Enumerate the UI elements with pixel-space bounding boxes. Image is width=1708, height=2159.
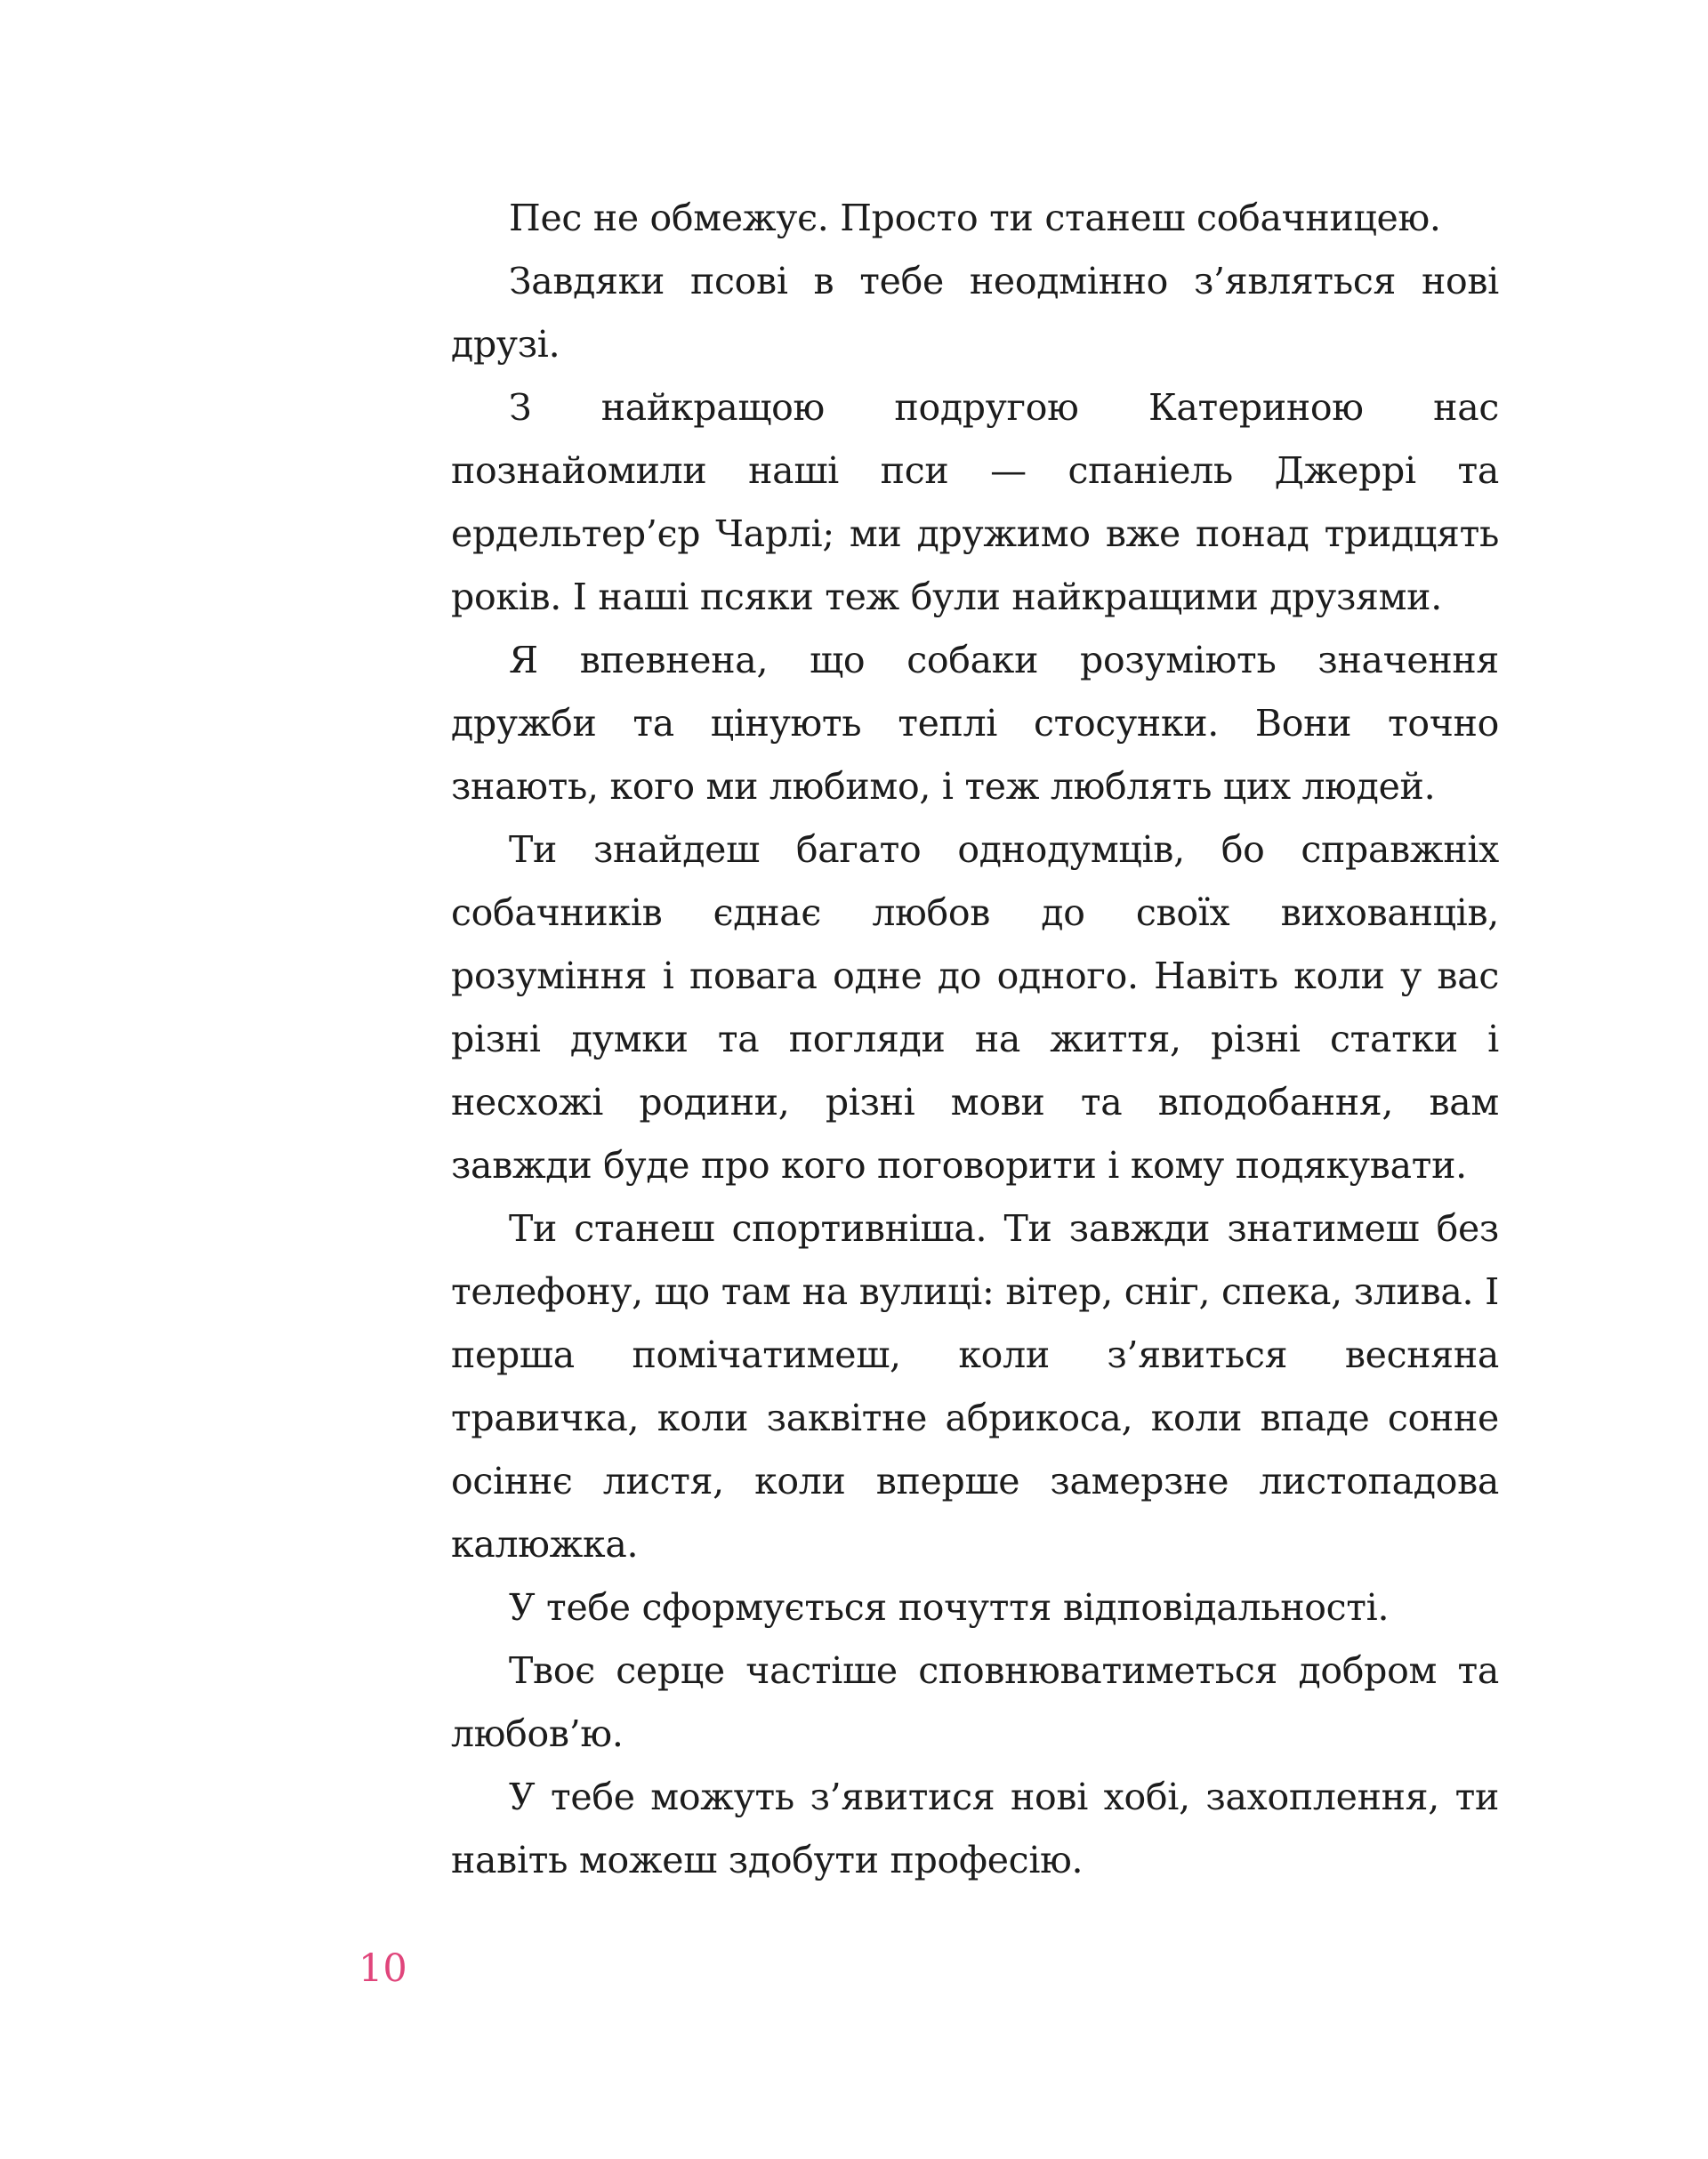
paragraph-2: Завдяки псові в тебе неодмінно з’являться нові друзі. (451, 260, 1499, 366)
paragraph-4: Я впевнена, що собаки розуміють значення дружби та цінують теплі стосунки. Вони точно знають, кого ми любимо, і теж люблять цих людей. (451, 639, 1499, 808)
body-text (451, 187, 1499, 1892)
paragraph-1: Пес не обмежує. Просто ти станеш собачницею. (509, 197, 1441, 239)
paragraph-3: З найкращою подругою Катериною нас познайомили наші пси — спаніель Джеррі та ердельтер’єр Чарлі; ми дружимо вже понад тридцять років. І наші псяки теж були найкращими друзями. (451, 386, 1499, 618)
paragraph-6: Ти станеш спортивніша. Ти завжди знатимеш без телефону, що там на вулиці: вітер, сніг, спека, злива. І перша помічатимеш, коли з’явиться весняна травичка, коли заквітне абрикоса, коли впаде сонне осіннє листя, коли вперше замерзне листопадова калюжка. (451, 1207, 1499, 1566)
paragraph-9: У тебе можуть з’явитися нові хобі, захоплення, ти навіть можеш здобути професію. (451, 1776, 1499, 1881)
page-number: 10 (359, 1946, 407, 1991)
paragraph-8: Твоє серце частіше сповнюватиметься добром та любов’ю. (451, 1649, 1499, 1755)
paragraph-5: Ти знайдеш багато однодумців, бо справжніх собачників єднає любов до своїх вихованців, розуміння і повага одне до одного. Навіть коли у вас різні думки та погляди на життя, різні статки і несхожі родини, різні мови та вподобання, вам завжди буде про кого поговорити і кому подякувати. (451, 828, 1499, 1187)
paragraph-7: У тебе сформується почуття відповідальності. (509, 1586, 1390, 1629)
